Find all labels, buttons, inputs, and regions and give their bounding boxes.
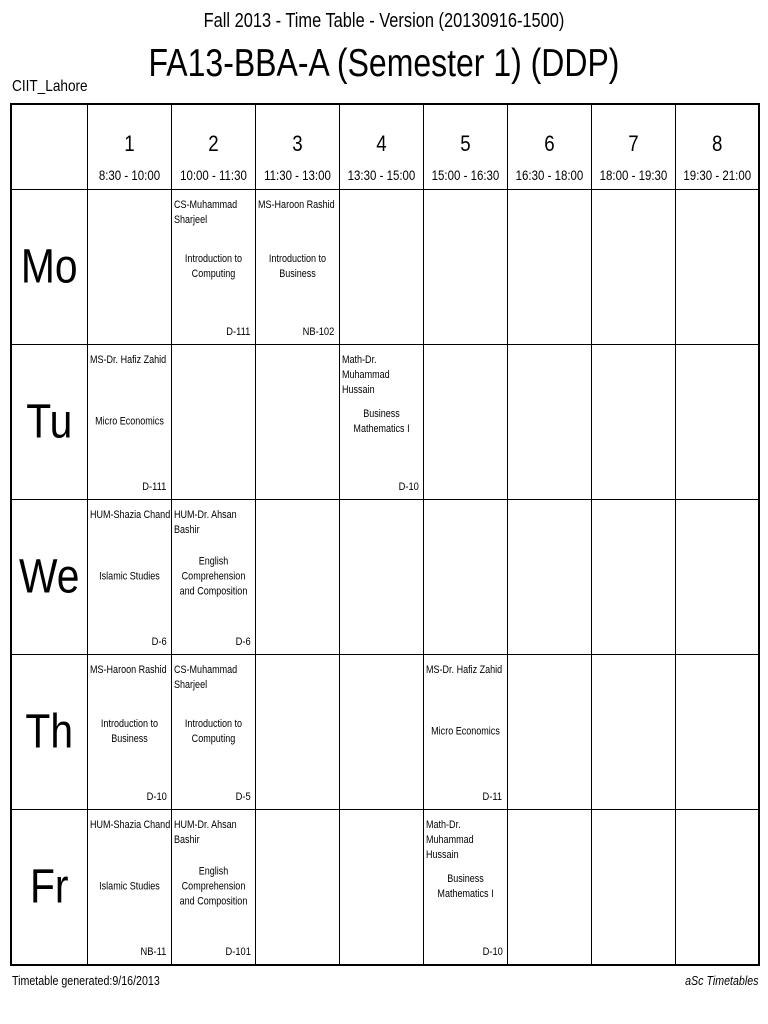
period-time: 19:30 - 21:00 [682, 167, 751, 183]
class-slot [87, 655, 171, 810]
slot-teacher: MS-Dr. Hafiz Zahid [425, 664, 502, 676]
slot-teacher: HUM-Shazia Chand [89, 819, 170, 831]
corner-cell [11, 104, 87, 190]
period-number: 3 [291, 131, 303, 156]
slot-subject: Introduction to Business [268, 253, 326, 280]
timetable-body [11, 104, 759, 965]
empty-slot [255, 500, 339, 655]
slot-teacher: Math-Dr. Muhammad Hussain [341, 354, 390, 396]
slot-room: D-6 [235, 636, 251, 648]
empty-slot [591, 345, 675, 500]
period-header-7 [591, 104, 675, 190]
slot-teacher: MS-Haroon Rashid [89, 664, 167, 676]
period-number: 8 [711, 131, 722, 156]
day-label: Tu [26, 395, 73, 449]
empty-slot [255, 810, 339, 966]
day-row-we [11, 500, 759, 655]
period-number: 4 [375, 131, 387, 156]
period-header-6 [507, 104, 591, 190]
period-time: 11:30 - 13:00 [263, 167, 331, 183]
slot-teacher: CS-Muhammad Sharjeel [173, 199, 237, 226]
empty-slot [507, 500, 591, 655]
period-number: 6 [543, 131, 555, 156]
asc-brand: aSc Timetables [684, 973, 758, 988]
empty-slot [339, 190, 423, 345]
period-number: 2 [207, 131, 219, 156]
empty-slot [675, 345, 759, 500]
period-number: 1 [123, 131, 135, 156]
timetable-subtitle: Fall 2013 - Time Table - Version (20130916-1500) [203, 10, 565, 32]
slot-room: NB-102 [302, 326, 335, 338]
empty-slot [675, 655, 759, 810]
empty-slot [171, 345, 255, 500]
day-row-fr [11, 810, 759, 966]
slot-teacher: HUM-Dr. Ahsan Bashir [173, 509, 237, 536]
empty-slot [423, 345, 507, 500]
period-time: 15:00 - 16:30 [431, 167, 499, 183]
slot-teacher: Math-Dr. Muhammad Hussain [425, 819, 474, 861]
class-slot [87, 345, 171, 500]
class-slot [87, 810, 171, 966]
slot-subject: English Comprehension and Composition [179, 865, 247, 908]
empty-slot [423, 500, 507, 655]
empty-slot [675, 810, 759, 966]
day-cell [11, 810, 87, 966]
period-number: 7 [627, 131, 639, 156]
empty-slot [255, 345, 339, 500]
period-header-4 [339, 104, 423, 190]
slot-room: NB-11 [140, 946, 167, 958]
period-header-5 [423, 104, 507, 190]
empty-slot [507, 345, 591, 500]
empty-slot [507, 810, 591, 966]
day-row-mo [11, 190, 759, 345]
school-name: CIIT_Lahore [12, 78, 88, 95]
period-time: 8:30 - 10:00 [98, 167, 160, 183]
period-header-3 [255, 104, 339, 190]
class-slot [423, 655, 507, 810]
slot-teacher: HUM-Dr. Ahsan Bashir [173, 819, 237, 846]
slot-subject: Micro Economics [430, 725, 500, 738]
slot-room: D-111 [226, 326, 251, 338]
empty-slot [591, 500, 675, 655]
empty-slot [339, 500, 423, 655]
class-slot [171, 190, 255, 345]
timetable-grid [10, 103, 760, 966]
day-label: Mo [20, 240, 78, 294]
day-row-tu [11, 345, 759, 500]
empty-slot [255, 655, 339, 810]
slot-subject: Islamic Studies [98, 880, 160, 893]
day-row-th [11, 655, 759, 810]
empty-slot [507, 190, 591, 345]
slot-subject: Micro Economics [94, 415, 164, 428]
period-header-8 [675, 104, 759, 190]
period-time: 16:30 - 18:00 [515, 167, 583, 183]
slot-teacher: HUM-Shazia Chand [89, 509, 170, 521]
class-slot [339, 345, 423, 500]
slot-subject: Business Mathematics I [352, 408, 410, 435]
period-header-row [11, 104, 759, 190]
slot-subject: Introduction to Computing [184, 718, 242, 745]
empty-slot [675, 500, 759, 655]
slot-subject: English Comprehension and Composition [179, 555, 247, 598]
period-header-2 [171, 104, 255, 190]
slot-room: D-111 [142, 481, 167, 493]
empty-slot [339, 655, 423, 810]
timetable-title: FA13-BBA-A (Semester 1) (DDP) [148, 42, 620, 85]
empty-slot [339, 810, 423, 966]
period-time: 18:00 - 19:30 [599, 167, 667, 183]
empty-slot [675, 190, 759, 345]
empty-slot [591, 190, 675, 345]
empty-slot [591, 655, 675, 810]
slot-teacher: CS-Muhammad Sharjeel [173, 664, 237, 691]
slot-subject: Islamic Studies [98, 570, 160, 583]
generated-date: Timetable generated:9/16/2013 [12, 973, 160, 988]
slot-room: D-101 [225, 946, 251, 958]
slot-subject: Introduction to Business [100, 718, 158, 745]
class-slot [423, 810, 507, 966]
day-cell [11, 190, 87, 345]
slot-teacher: MS-Haroon Rashid [257, 199, 335, 211]
class-slot [171, 810, 255, 966]
class-slot [171, 655, 255, 810]
class-slot [255, 190, 339, 345]
class-slot [171, 500, 255, 655]
slot-room: D-11 [482, 791, 503, 803]
period-header-1 [87, 104, 171, 190]
slot-room: D-10 [146, 791, 167, 803]
period-number: 5 [459, 131, 471, 156]
day-label: Th [25, 705, 74, 759]
slot-teacher: MS-Dr. Hafiz Zahid [89, 354, 166, 366]
slot-room: D-5 [235, 791, 251, 803]
day-cell [11, 500, 87, 655]
slot-room: D-6 [151, 636, 167, 648]
empty-slot [507, 655, 591, 810]
period-time: 13:30 - 15:00 [347, 167, 415, 183]
day-label: Fr [29, 860, 69, 914]
slot-room: D-10 [482, 946, 503, 958]
class-slot [87, 500, 171, 655]
empty-slot [591, 810, 675, 966]
empty-slot [423, 190, 507, 345]
day-cell [11, 345, 87, 500]
slot-subject: Introduction to Computing [184, 253, 242, 280]
day-cell [11, 655, 87, 810]
day-label: We [19, 550, 80, 604]
slot-subject: Business Mathematics I [436, 873, 494, 900]
period-time: 10:00 - 11:30 [179, 167, 247, 183]
slot-room: D-10 [398, 481, 419, 493]
empty-slot [87, 190, 171, 345]
